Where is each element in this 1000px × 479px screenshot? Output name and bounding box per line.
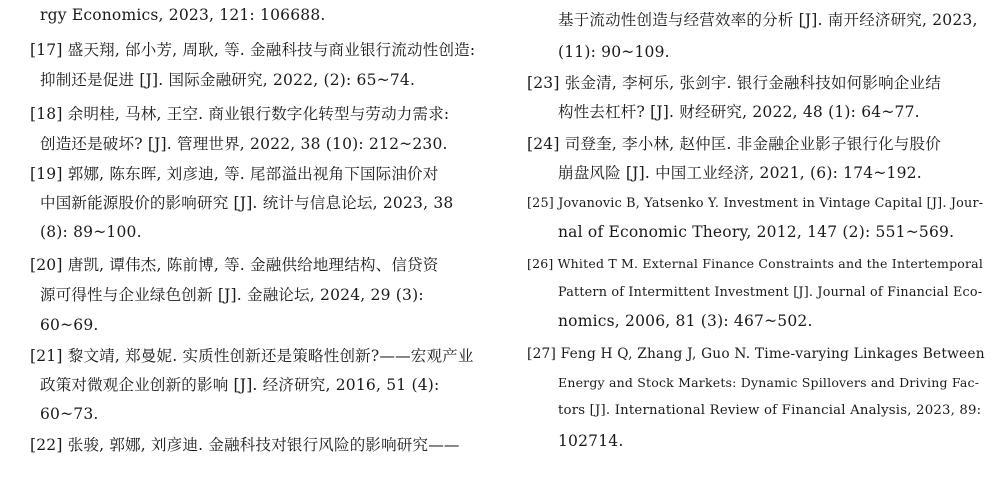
reference-line: [22] 张骏, 郭娜, 刘彦迪. 金融科技对银行风险的影响研究—— [30,436,460,454]
reference-line: 中国新能源股价的影响研究 [J]. 统计与信息论坛, 2023, 38 [40,194,454,212]
reference-line: rgy Economics, 2023, 121: 106688. [40,6,326,24]
reference-line: 政策对微观企业创新的影响 [J]. 经济研究, 2016, 51 (4): [40,376,440,394]
reference-line: [17] 盛天翔, 邰小芳, 周耿, 等. 金融科技与商业银行流动性创造: [30,41,476,59]
reference-line: nal of Economic Theory, 2012, 147 (2): 551~569. [558,223,955,241]
reference-line: 60~73. [40,405,99,423]
reference-line: 构性去杠杆? [J]. 财经研究, 2022, 48 (1): 64~77. [558,103,920,121]
reference-line: [18] 余明桂, 马林, 王空. 商业银行数字化转型与劳动力需求: [30,105,450,123]
reference-line: [21] 黎文靖, 郑曼妮. 实质性创新还是策略性创新?——宏观产业 [30,347,474,365]
reference-line: 60~69. [40,316,99,334]
reference-line: (8): 89~100. [40,223,142,241]
reference-line: tors [J]. International Review of Financial Analysis, 2023, 89: [558,403,982,418]
reference-line: 基于流动性创造与经营效率的分析 [J]. 南开经济研究, 2023, [558,11,978,29]
reference-line: Energy and Stock Markets: Dynamic Spillovers and Driving Fac- [558,375,980,390]
reference-line: 创造还是破坏? [J]. 管理世界, 2022, 38 (10): 212~230. [40,135,448,153]
reference-line: Pattern of Intermittent Investment [J]. Journal of Financial Eco- [558,285,983,300]
reference-line: 崩盘风险 [J]. 中国工业经济, 2021, (6): 174~192. [558,164,922,182]
reference-line: [20] 唐凯, 谭伟杰, 陈前博, 等. 金融供给地理结构、信贷资 [30,256,439,274]
reference-line: [25] Jovanovic B, Yatsenko Y. Investment in Vintage Capital [J]. Jour- [527,196,984,211]
reference-line: nomics, 2006, 81 (3): 467~502. [558,312,813,330]
reference-line: [27] Feng H Q, Zhang J, Guo N. Time-varying Linkages Between [527,346,985,362]
reference-line: 抑制还是促进 [J]. 国际金融研究, 2022, (2): 65~74. [40,71,416,89]
reference-line: [24] 司登奎, 李小林, 赵仲匡. 非金融企业影子银行化与股价 [527,135,941,153]
reference-line: [19] 郭娜, 陈东晖, 刘彦迪, 等. 尾部溢出视角下国际油价对 [30,165,439,183]
reference-line: [26] Whited T M. External Finance Constraints and the Intertemporal [527,256,984,271]
reference-line: (11): 90~109. [558,43,670,61]
reference-line: 源可得性与企业绿色创新 [J]. 金融论坛, 2024, 29 (3): [40,286,424,304]
reference-line: 102714. [558,432,624,450]
reference-line: [23] 张金清, 李柯乐, 张剑宇. 银行金融科技如何影响企业结 [527,74,941,92]
